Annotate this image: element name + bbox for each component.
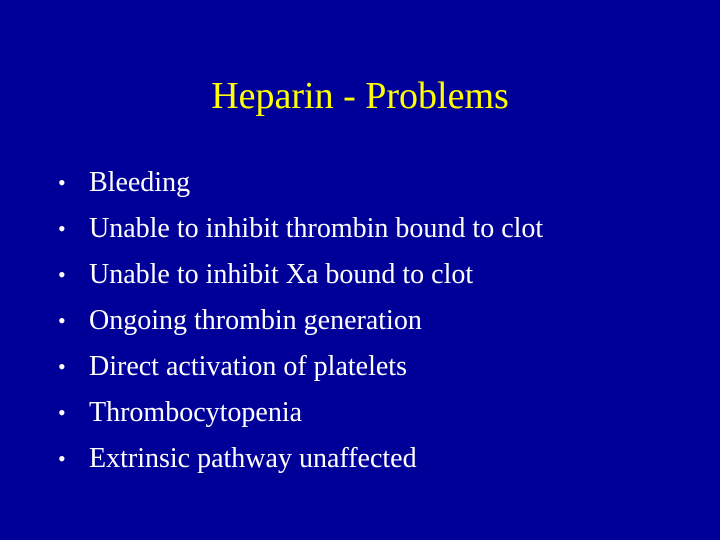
- bullet-item: [58, 390, 543, 436]
- bullet-text: Unable to inhibit thrombin bound to clot: [89, 213, 544, 244]
- slide-title: Heparin - Problems: [211, 75, 509, 117]
- bullet-dot-icon: •: [58, 400, 66, 425]
- bullet-text: Unable to inhibit Xa bound to clot: [89, 259, 474, 290]
- bullet-dot-icon: •: [58, 170, 66, 195]
- bullet-list: [58, 160, 543, 482]
- bullet-text: Bleeding: [89, 167, 191, 198]
- bullet-text: Direct activation of platelets: [89, 351, 407, 382]
- bullet-dot-icon: •: [58, 446, 66, 471]
- bullet-dot-icon: •: [58, 262, 66, 287]
- bullet-item: [58, 206, 543, 252]
- bullet-dot-icon: •: [58, 216, 66, 241]
- bullet-text: Extrinsic pathway unaffected: [89, 443, 417, 474]
- bullet-item: [58, 298, 543, 344]
- bullet-text: Thrombocytopenia: [89, 397, 303, 428]
- bullet-item: [58, 252, 543, 298]
- bullet-dot-icon: •: [58, 354, 66, 379]
- bullet-dot-icon: •: [58, 308, 66, 333]
- bullet-text: Ongoing thrombin generation: [89, 305, 422, 336]
- bullet-item: [58, 160, 543, 206]
- bullet-item: [58, 344, 543, 390]
- bullet-item: [58, 436, 543, 482]
